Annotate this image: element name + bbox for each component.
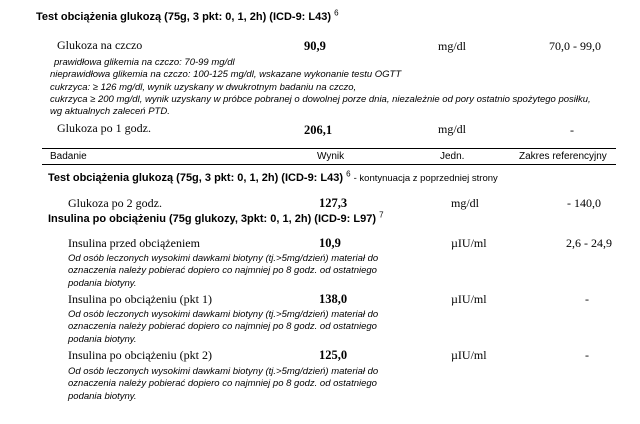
note-line: oznaczenia należy pobierać dopiero co najmniej po 8 godz. od ostatniego [68, 321, 377, 333]
biotin-note-insulin-1 [68, 309, 378, 346]
note-line: podania biotyny. [68, 333, 137, 345]
test-name-glucose-fasting: Glukoza na czczo [57, 38, 143, 52]
continuation-label: - kontynuacja z poprzedniej strony [353, 173, 498, 184]
table-header-result: Wynik [317, 151, 345, 162]
note-line: oznaczenia należy pobierać dopiero co najmniej po 8 godz. od ostatniego [68, 378, 377, 390]
test-name-insulin-0: Insulina przed obciążeniem [68, 236, 200, 250]
test-value-insulin-0: 10,9 [319, 236, 341, 250]
test-reference-insulin-1: - [585, 292, 589, 306]
section-title-ogtt-continued-sup: 6 [346, 169, 351, 179]
note-line: cukrzyca ≥ 200 mg/dl, wynik uzyskany w próbce pobranej o dowolnej porze dnia, niezależnie od pory ostatnio spożytego posiłku, [50, 93, 591, 105]
table-header-name: Badanie [50, 151, 87, 162]
section-title-ogtt-text: Test obciążenia glukozą (75g, 3 pkt: 0, 1, 2h) (ICD-9: L43) [36, 11, 332, 23]
note-line: podania biotyny. [68, 277, 137, 289]
note-line: Od osób leczonych wysokimi dawkami biotyny (tj.>5mg/dzień) materiał do [68, 366, 379, 377]
test-name-glucose-1h: Glukoza po 1 godz. [57, 121, 151, 135]
note-line: oznaczenia należy pobierać dopiero co najmniej po 8 godz. od ostatniego [68, 265, 377, 277]
section-title-ogtt [36, 8, 339, 23]
test-unit-insulin-0: µIU/ml [451, 236, 487, 250]
test-unit-insulin-1: µIU/ml [451, 292, 487, 306]
test-value-insulin-1: 138,0 [319, 292, 348, 306]
note-line: prawidłowa glikemia na czczo: 70-99 mg/dl [54, 57, 235, 68]
note-line: Od osób leczonych wysokimi dawkami biotyny (tj.>5mg/dzień) materiał do [68, 309, 379, 320]
glucose-interpretation-note [50, 57, 591, 118]
note-line: cukrzyca: ≥ 126 mg/dl, wynik uzyskany w dwukrotnym badaniu na czczo, [50, 81, 357, 93]
biotin-note-insulin-0 [68, 253, 378, 290]
test-value-insulin-2: 125,0 [319, 348, 348, 362]
section-title-ogtt-continued [48, 169, 498, 184]
test-reference-glucose-2h: - 140,0 [567, 196, 601, 210]
test-name-glucose-2h: Glukoza po 2 godz. [68, 196, 162, 210]
note-line: wg aktualnych zaleceń PTD. [50, 106, 170, 118]
section-title-insulin-sup: 7 [379, 210, 384, 220]
note-line: nieprawidłowa glikemia na czczo: 100-125 mg/dl, wskazane wykonanie testu OGTT [50, 69, 402, 81]
test-value-glucose-fasting: 90,9 [304, 39, 326, 53]
test-name-insulin-1: Insulina po obciążeniu (pkt 1) [68, 292, 212, 306]
test-unit-glucose-1h: mg/dl [438, 122, 467, 136]
test-reference-insulin-0: 2,6 - 24,9 [566, 236, 612, 250]
section-title-ogtt-sup: 6 [334, 8, 339, 18]
table-header-rule-bottom [42, 164, 616, 165]
note-line: Od osób leczonych wysokimi dawkami biotyny (tj.>5mg/dzień) materiał do [68, 253, 379, 264]
test-reference-insulin-2: - [585, 348, 589, 362]
test-unit-insulin-2: µIU/ml [451, 348, 487, 362]
table-header-reference: Zakres referencyjny [519, 151, 607, 162]
table-header-rule-top [42, 148, 616, 149]
note-line: podania biotyny. [68, 390, 137, 402]
section-title-insulin [48, 210, 384, 225]
test-unit-glucose-fasting: mg/dl [438, 39, 467, 53]
section-title-ogtt-continued-text: Test obciążenia glukozą (75g, 3 pkt: 0, 1, 2h) (ICD-9: L43) [48, 172, 344, 184]
section-title-insulin-text: Insulina po obciążeniu (75g glukozy, 3pkt: 0, 1, 2h) (ICD-9: L97) [48, 213, 377, 225]
test-reference-glucose-1h: - [570, 123, 574, 137]
test-name-insulin-2: Insulina po obciążeniu (pkt 2) [68, 348, 212, 362]
biotin-note-insulin-2 [68, 366, 378, 403]
test-value-glucose-2h: 127,3 [319, 196, 348, 210]
test-unit-glucose-2h: mg/dl [451, 196, 480, 210]
test-reference-glucose-fasting: 70,0 - 99,0 [549, 39, 601, 53]
table-header-unit: Jedn. [440, 151, 465, 162]
test-value-glucose-1h: 206,1 [304, 123, 333, 137]
